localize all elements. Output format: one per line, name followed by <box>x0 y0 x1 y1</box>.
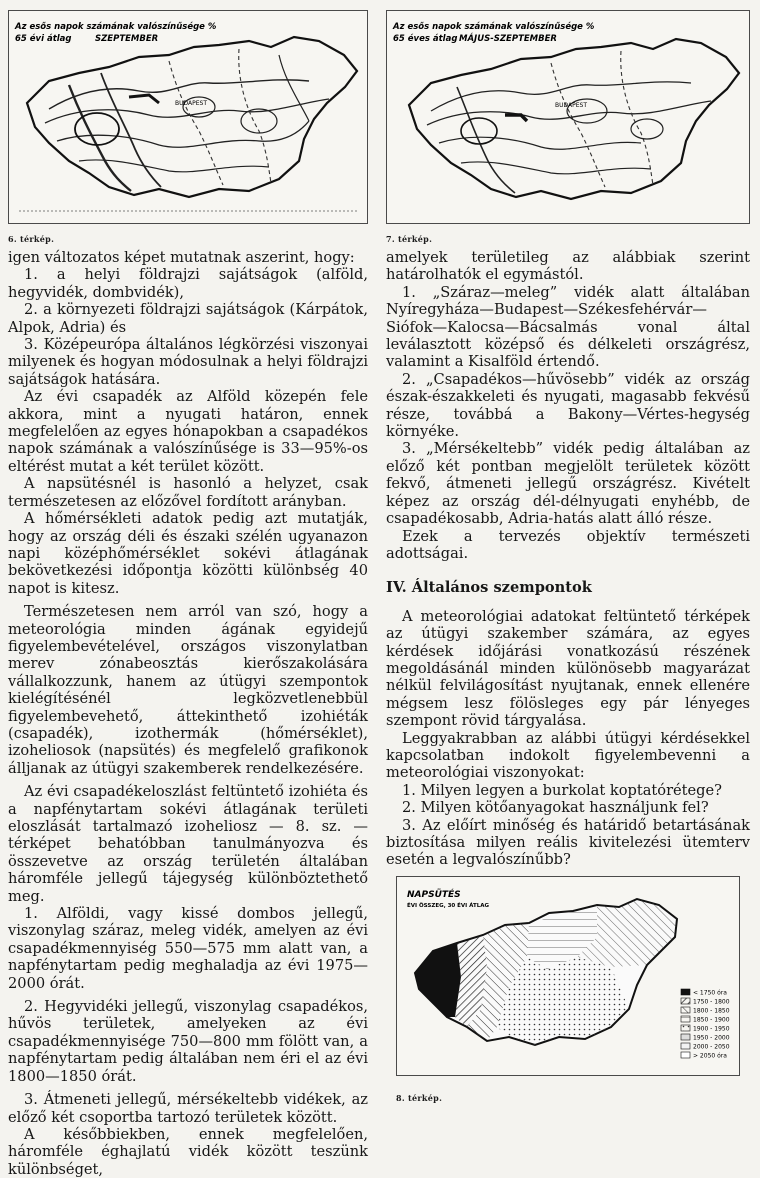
map-6-title-2: 65 évi átlag <box>15 34 72 44</box>
left-paragraph-8: 2. Hegyvidéki jellegű, viszonylag csapadékos, hűvös területek, amelyeken az évi csapadékmennyisége 750—800 mm fölött van, a napfénytartam pedig általában nem éri el az évi 1800—1850 órát. <box>8 998 368 1085</box>
map-8-caption: 8. térkép. <box>396 1093 443 1103</box>
map-6-city-label: BUDAPEST <box>175 100 208 107</box>
map-7-caption: 7. térkép. <box>386 234 433 244</box>
legend-item: < 1750 óra <box>693 989 727 997</box>
left-paragraph-2: Az évi csapadék az Alföld közepén fele akkora, mint a nyugati határon, ennek megfelelően az egyes hónapokban a csapadékos napok számának a valószínűsége is 33—95%-os eltérést mutat a két terület között. <box>8 388 368 475</box>
map-7 <box>386 10 750 224</box>
map-7-graphic <box>387 11 751 225</box>
legend-item: 1800 - 1850 <box>693 1007 730 1015</box>
left-paragraph-7: 1. Alföldi, vagy kissé dombos jellegű, viszonylag száraz, meleg vidék, amelyen az évi csapadékmennyiség 550—575 mm alatt van, a napfénytartam pedig meghaladja az évi 1975—2000 órát. <box>8 905 368 992</box>
right-paragraph-2: 1. „Száraz—meleg” vidék alatt általában Nyíregyháza—Budapest—Székesfehérvár—Siófok—Kalocsa—Bácsalmás vonal által leválasztott középső és délkeleti országrész, valamint a Kisalföld értendő. <box>386 283 750 371</box>
left-list-item-2: 2. a környezeti földrajzi sajátságok (Kárpátok, Alpok, Adria) és <box>8 301 368 336</box>
left-paragraph-1: igen változatos képet mutatnak aszerint, hogy: <box>8 249 355 266</box>
left-list-item-1: 1. a helyi földrajzi sajátságok (alföld, hegyvidék, dombvidék), <box>8 266 368 301</box>
legend-item: 1750 - 1800 <box>693 998 730 1006</box>
map-6 <box>8 10 368 224</box>
map-8-legend <box>681 989 730 1060</box>
map-7-title-1: Az esős napok számának valószínűsége % <box>393 22 595 32</box>
right-paragraph-7: Leggyakrabban az alábbi útügyi kérdésekkel kapcsolatban indokolt figyelembevenni a meteorológiai viszonyokat: <box>386 729 750 782</box>
left-paragraph-10: A későbbiekben, ennek megfelelően, háromféle éghajlatú vidék között teszünk különbséget, <box>8 1125 368 1178</box>
left-paragraph-6: Az évi csapadékeloszlást feltüntető izohiéta és a napfénytartam sokévi átlagának területi eloszlását tartalmazó izoheliosz — 8. sz. — térképet behatóbban tanulmányozva és összevetve az ország területén általában háromféle jellegű tájegység különböztethető meg. <box>8 783 368 905</box>
left-paragraph-3: A napsütésnél is hasonló a helyzet, csak természetesen az előzővel fordított arányban. <box>8 475 368 510</box>
map-6-month: SZEPTEMBER <box>95 34 159 44</box>
map-8-graphic <box>397 877 741 1077</box>
map-8-title: NAPSÜTÉS <box>407 890 461 900</box>
left-paragraph-5: Természetesen nem arról van szó, hogy a meteorológia minden ágának egyidejű figyelembevételével, országos viszonylatban merev zónabeosztás kierőszakolására vállalkozzunk, hanem az útügyi szempontok kielégítésénél legközvetlenebbül figyelembevehető, áttekinthető izohiéták (csapadék), izothermák (hőmérséklet), izoheliosok (napsütés) és megfelelő grafikonok álljanak az útügyi szakemberek rendelkezésére. <box>8 603 368 777</box>
map-7-title-2: 65 éves átlag <box>393 34 458 44</box>
right-paragraph-4: 3. „Mérsékeltebb” vidék pedig általában az előző két pontban megjelölt területek között fekvő, átmeneti jellegű országrész. Kivételt képez az ország dél-délnyugati enyhébb, de csapadékosabb, Adria-hatás alatt álló része. <box>386 440 750 528</box>
right-paragraph-6: A meteorológiai adatokat feltüntető térképek az útügyi szakember számára, az egyes kérdések időjárási vonatkozású részének megoldásánál minden különösebb magyarázat nélkül felvilágosítást nyujtanak, ennek ellenére mégsem lesz fölösleges egy pár lényeges szempont rövid tárgyalása. <box>386 607 750 730</box>
legend-item: > 2050 óra <box>693 1052 727 1060</box>
right-paragraph-5: Ezek a tervezés objektív természeti adottságai. <box>386 527 750 562</box>
map-8-subtitle: ÉVI ÖSSZEG, 30 ÉVI ÁTLAG <box>407 903 489 909</box>
question-1: 1. Milyen legyen a burkolat koptatórétege? <box>402 781 722 799</box>
question-2: 2. Milyen kötőanyagokat használjunk fel? <box>402 799 709 817</box>
question-3: 3. Az előírt minőség és határidő betartásának biztosítása milyen reális kivitelezési ütemterv esetén a legvalószínűbb? <box>386 816 750 869</box>
right-column <box>386 249 750 869</box>
map-6-caption: 6. térkép. <box>8 234 55 244</box>
legend-item: 1900 - 1950 <box>693 1025 730 1033</box>
section-heading: IV. Általános szempontok <box>386 579 592 597</box>
right-paragraph-1: amelyek területileg az alábbiak szerint határolhatók el egymástól. <box>386 249 750 284</box>
map-6-graphic <box>9 11 369 225</box>
legend-item: 1950 - 2000 <box>693 1034 730 1042</box>
legend-item: 1850 - 1900 <box>693 1016 730 1024</box>
map-8 <box>396 876 740 1076</box>
map-7-city-label: BUDAPEST <box>555 102 588 109</box>
map-6-title-1: Az esős napok számának valószínűsége % <box>15 22 217 32</box>
left-paragraph-4: A hőmérsékleti adatok pedig azt mutatják, hogy az ország déli és északi szélén ugyanazon napi középhőmérséklet sokévi átlagának bekövetkezési időpontja közötti különbség 40 napot is kitesz. <box>8 510 368 597</box>
left-list-item-3: 3. Középeurópa általános légkörzési viszonyai milyenek és hogyan módosulnak a helyi földrajzi sajátságok hatására. <box>8 336 368 388</box>
right-paragraph-3: 2. „Csapadékos—hűvösebb” vidék az ország észak-északkeleti és nyugati, magasabb fekvésű része, továbbá a Bakony—Vértes-hegység környéke. <box>386 370 750 441</box>
left-column <box>8 249 368 1178</box>
legend-item: 2000 - 2050 <box>693 1043 730 1051</box>
left-paragraph-9: 3. Átmeneti jellegű, mérsékeltebb vidékek, az előző két csoportba tartozó területek között. <box>8 1091 368 1126</box>
map-7-month: MÁJUS-SZEPTEMBER <box>459 34 557 44</box>
